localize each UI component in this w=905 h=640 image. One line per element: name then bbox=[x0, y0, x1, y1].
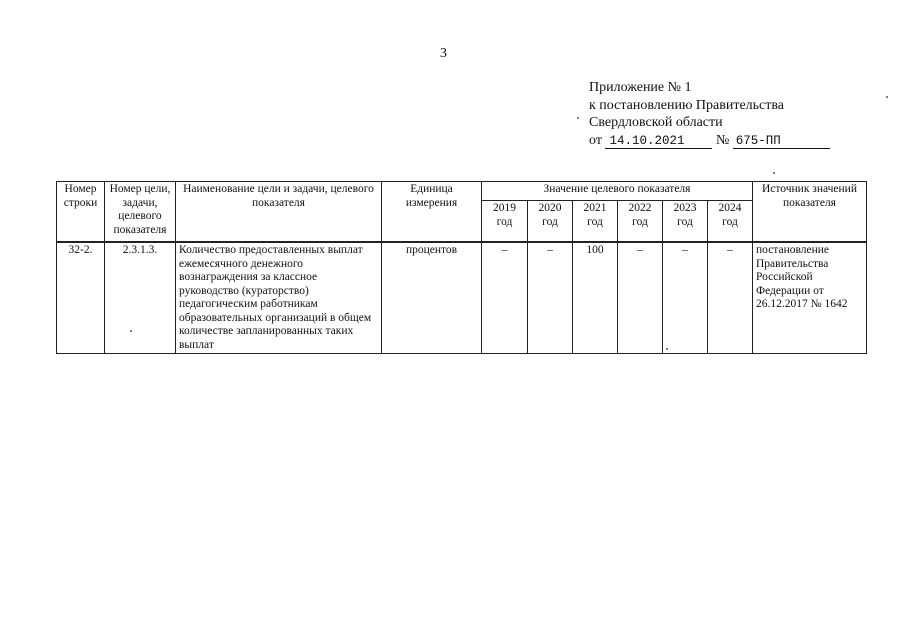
cell-value-2021: 100 bbox=[573, 242, 618, 354]
number-label: № bbox=[715, 132, 730, 148]
appendix-title: Приложение № 1 bbox=[589, 80, 692, 95]
header-year: 2019 год bbox=[482, 201, 528, 243]
cell-name: Количество предоставленных выплат ежемесячного денежного вознаграждения за классное руководство (кураторство) педагогическим работникам образовательных организаций в общем количестве запланированных таких выплат bbox=[176, 242, 382, 354]
header-year: 2024 год bbox=[708, 201, 753, 243]
appendix-block bbox=[589, 79, 830, 149]
cell-value-2020: – bbox=[528, 242, 573, 354]
cell-value-2024: – bbox=[708, 242, 753, 354]
appendix-region-line: Свердловской области bbox=[589, 115, 723, 130]
decree-date: 14.10.2021 bbox=[605, 134, 712, 149]
cell-value-2023: – bbox=[663, 242, 708, 354]
scan-speck bbox=[130, 330, 132, 332]
appendix-decree-line: к постановлению Правительства bbox=[589, 97, 785, 113]
scan-speck bbox=[886, 96, 888, 98]
scan-speck bbox=[666, 348, 668, 350]
decree-number: 675-ПП bbox=[733, 134, 830, 149]
header-goal-number: Номер цели, задачи, целевого показателя bbox=[105, 182, 176, 243]
cell-goal-number: 2.3.1.3. bbox=[105, 242, 176, 354]
appendix-date-line bbox=[589, 132, 830, 150]
header-value-group: Значение целевого показателя bbox=[482, 182, 753, 201]
header-source: Источник значений показателя bbox=[753, 182, 867, 243]
header-year: 2020 год bbox=[528, 201, 573, 243]
table-row bbox=[57, 242, 867, 354]
cell-row-number: 32-2. bbox=[57, 242, 105, 354]
header-year: 2023 год bbox=[663, 201, 708, 243]
cell-source: постановление Правительства Российской Федерации от 26.12.2017 № 1642 bbox=[753, 242, 867, 354]
header-year: 2022 год bbox=[618, 201, 663, 243]
page-number: 3 bbox=[440, 46, 447, 61]
scan-speck bbox=[577, 117, 579, 119]
header-unit: Единица измерения bbox=[382, 182, 482, 243]
scan-speck bbox=[773, 172, 775, 174]
header-name: Наименование цели и задачи, целевого показателя bbox=[176, 182, 382, 243]
header-row-number: Номер строки bbox=[57, 182, 105, 243]
indicators-table bbox=[56, 181, 867, 354]
from-label: от bbox=[589, 132, 602, 148]
cell-unit: процентов bbox=[382, 242, 482, 354]
cell-value-2022: – bbox=[618, 242, 663, 354]
header-year: 2021 год bbox=[573, 201, 618, 243]
cell-value-2019: – bbox=[482, 242, 528, 354]
